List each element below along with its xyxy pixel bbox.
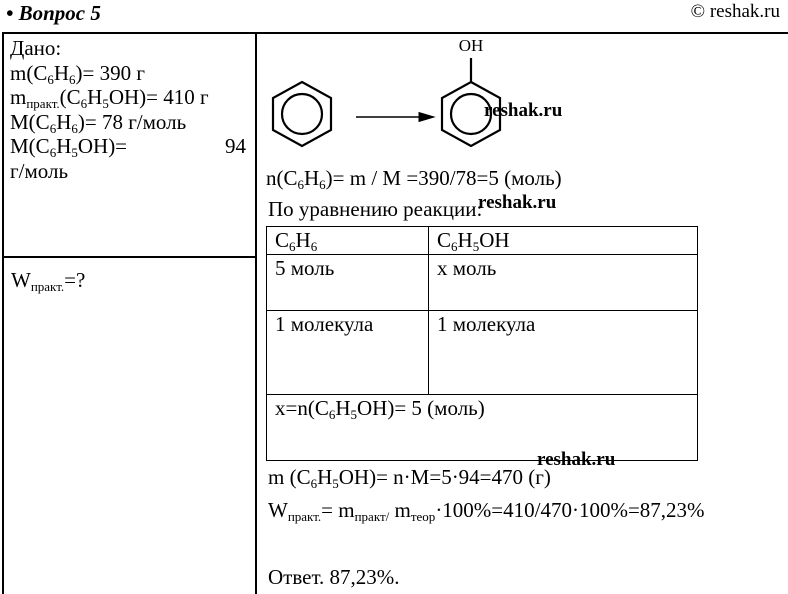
given-molar-benzene: $M(C_6H_6)= 78$ г/моль — [10, 109, 187, 136]
equation-label: По уравнению реакции: — [268, 197, 483, 221]
yield-line: $W_{практ.}= m_{практ/}$ $m_{теор}\cdot 100\%=410/470\cdot 100\%=87,23\%$ — [268, 498, 705, 524]
column-divider — [255, 32, 257, 594]
reaction-arrow-icon — [356, 113, 434, 122]
header-phenol: $C_6H_5OH$ — [429, 227, 698, 255]
cell-molecule-phenol: 1 молекула — [429, 311, 698, 395]
table-left-border — [2, 32, 4, 594]
given-label: Дано: — [10, 36, 62, 60]
given-molar-phenol-unit: г/моль — [10, 158, 69, 183]
answer-line: Ответ. 87,23%. — [268, 565, 400, 589]
cell-moles-phenol: х моль — [429, 255, 698, 311]
hydroxyl-label: OH — [458, 36, 484, 55]
given-molar-phenol: $M(C_6H_5OH)=$ 94 — [10, 134, 246, 160]
mass-phenol-line: m $(C_6H_5OH)= n\cdot M=5\cdot 94=470$ (г) — [268, 465, 551, 491]
cell-moles-benzene: 5 моль — [267, 255, 429, 311]
reaction-table — [266, 226, 698, 461]
given-mass-practical: $m_{практ.}(C_6H_5OH)= 410$ г — [10, 85, 209, 111]
given-block — [10, 36, 250, 183]
find-block: $W_{практ.}=$? — [11, 268, 86, 294]
cell-molecule-benzene: 1 молекула — [267, 311, 429, 395]
question-title: • Вопрос 5 — [6, 1, 101, 25]
cell-result: $x=n(C_6H_5OH)= 5$ (моль) — [267, 395, 698, 461]
moles-benzene-line: $n(C_6H_6)= m / M =390/78=5$ (моль) — [266, 166, 562, 192]
copyright-label: © reshak.ru — [690, 1, 780, 22]
watermark-1: reshak.ru — [484, 100, 563, 121]
watermark-2: reshak.ru — [478, 192, 557, 213]
watermark-3: reshak.ru — [537, 449, 616, 470]
header-benzene: $C_6H_6$ — [267, 227, 429, 255]
given-find-divider — [2, 256, 256, 258]
reaction-scheme — [264, 34, 564, 152]
benzene-ring-icon — [273, 82, 331, 146]
given-mass-benzene: $m(C_6H_6)= 390$ г — [10, 60, 145, 87]
